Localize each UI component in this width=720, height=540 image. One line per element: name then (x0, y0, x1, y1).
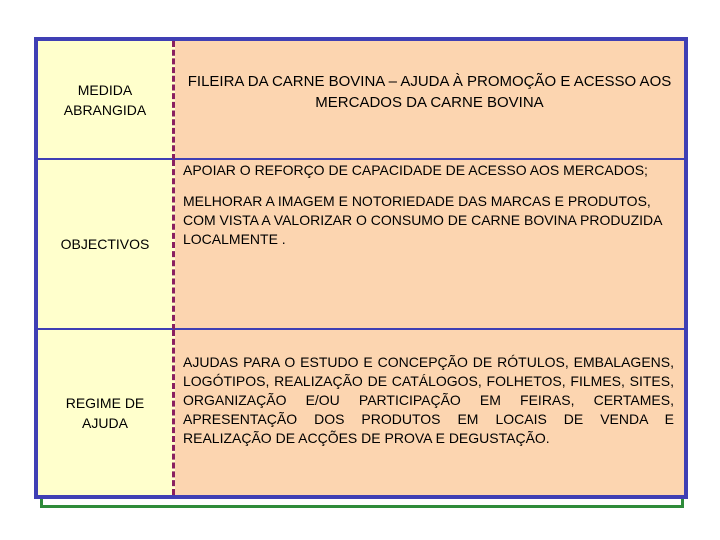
row-content-cell-title (175, 41, 684, 160)
regime-label: REGIME DE AJUDA (65, 394, 145, 431)
measure-table (34, 37, 688, 499)
objectives-list (175, 160, 684, 249)
measure-label: MEDIDA ABRANGIDA (63, 81, 147, 118)
row-label-cell-measure (38, 41, 175, 160)
objectives-label: OBJECTIVOS (60, 236, 150, 252)
regime-text: AJUDAS PARA O ESTUDO E CONCEPÇÃO DE RÓTULOS, EMBALAGENS, LOGÓTIPOS, REALIZAÇÃO DE CATÁLOGOS, FOLHETOS, FILMES, SITES, ORGANIZAÇÃO E/OU PARTICIPAÇÃO EM FEIRAS, CERTAMES, APRESENTAÇÃO DOS PRODUTOS EM LOCAIS DE VENDA E REALIZAÇÃO DE ACÇÕES DE PROVA E DEGUSTAÇÃO. (183, 354, 674, 446)
row-content-cell-regime (175, 330, 684, 495)
objective-item: APOIAR O REFORÇO DE CAPACIDADE DE ACESSO AOS MERCADOS; (183, 162, 648, 178)
objective-item: MELHORAR A IMAGEM E NOTORIEDADE DAS MARCAS E PRODUTOS, COM VISTA A VALORIZAR O CONSUMO DE CARNE BOVINA PRODUZIDA LOCALMENTE . (183, 193, 662, 247)
row-content-cell-objectives (175, 160, 684, 330)
measure-title: FILEIRA DA CARNE BOVINA – AJUDA À PROMOÇÃO E ACESSO AOS MERCADOS DA CARNE BOVINA (187, 73, 672, 111)
row-label-cell-regime (38, 330, 175, 495)
row-label-cell-objectives (38, 160, 175, 330)
